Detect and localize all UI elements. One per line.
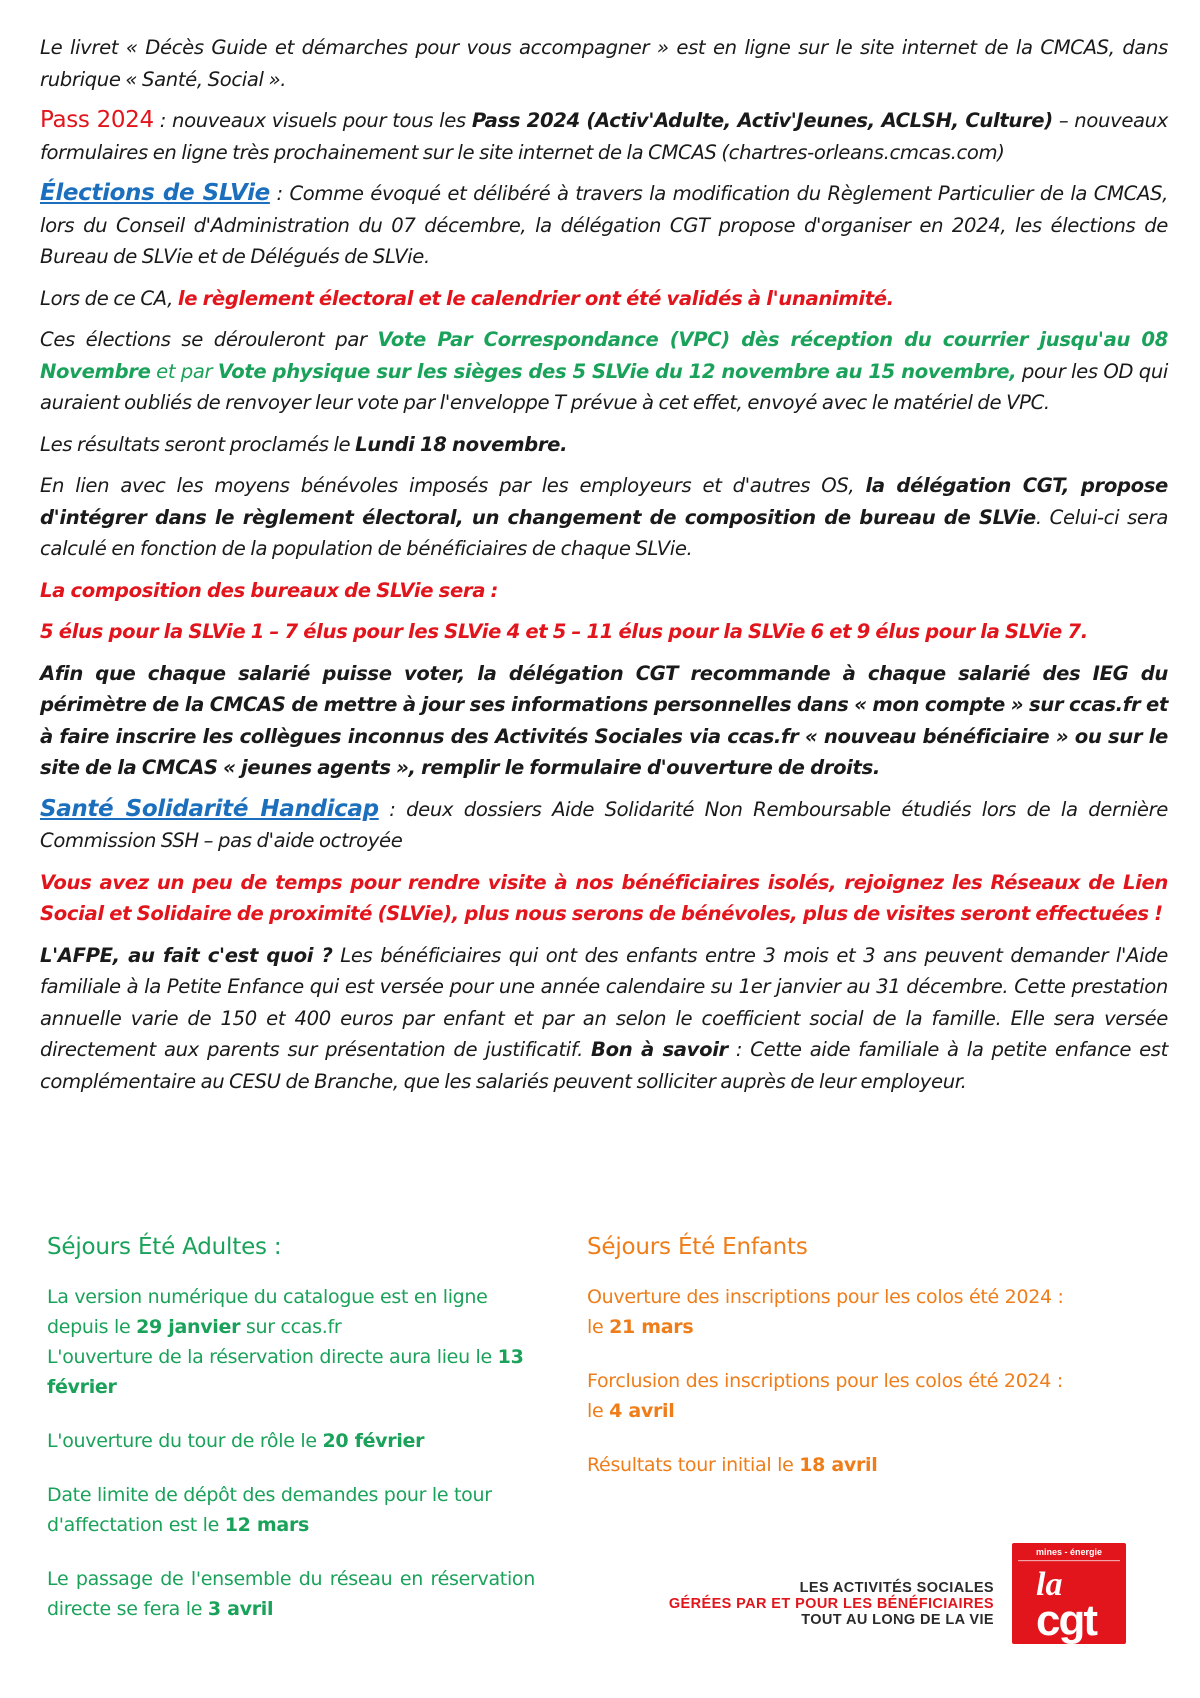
elections-intro: : Comme évoqué et délibéré à travers la modification du Règlement Particulier de la CMCAS, lors du Conseil d'Administration du 07 décembre, la délégation CGT propose d'organiser en 2024, les élections de Bureau de SLVie et de Délégués de SLVie. [40, 182, 1168, 268]
adultes-reservation-date: 13 février [47, 1346, 524, 1398]
lien-paragraph [40, 470, 1168, 565]
footer-slogan [669, 1580, 994, 1628]
adultes-catalogue-text: La version numérique du catalogue est en ligne depuis le [47, 1286, 488, 1338]
enfants-forclusion-le: le [587, 1400, 610, 1422]
adultes-passage-date: 3 avril [207, 1598, 274, 1620]
lien-3: . Celui-ci sera calculé en fonction de la population de bénéficiaires de chaque SLVie. [40, 505, 1169, 560]
main-text [40, 32, 1168, 1107]
adultes-tour-date: 20 février [322, 1430, 425, 1452]
afpe-text: Les bénéficiaires qui ont des enfants entre 3 mois et 3 ans peuvent demander l'Aide familiale à la Petite Enfance qui est versée pour une année calendaire su 1er janvier au 31 décembre. Cette prestation annuelle varie de 150 et 400 euros par enfant et par an selon le coefficient social de la famille. Elle sera versée directement aux parents sur présentation de justificatif. [40, 943, 1168, 1061]
composition-title: La composition des bureaux de SLVie sera : [40, 578, 499, 602]
vote-1: Ces élections se dérouleront par [40, 328, 378, 351]
cgt-logo [1012, 1543, 1126, 1644]
vote-4: Vote physique sur les sièges des 5 SLVie du 12 novembre au 15 novembre, [217, 359, 1017, 383]
results-2: Lundi 18 novembre. [355, 432, 568, 456]
afpe-tail: : Cette aide familiale à la petite enfance est complémentaire au CESU de Branche, que les salariés peuvent solliciter auprès de leur employeur. [40, 1038, 1168, 1093]
footer-line-2: GÉRÉES PAR ET POUR LES BÉNÉFICIAIRES [668, 1596, 994, 1612]
ssh-heading-link[interactable]: Santé Solidarité Handicap [40, 795, 379, 822]
afin-paragraph: Afin que chaque salarié puisse voter, la délégation CGT recommande à chaque salarié des IEG du périmètre de la CMCAS de mettre à jour ses informations personnelles dans « mon compte » sur ccas.fr et à faire inscrire les collègues inconnus des Activités Sociales via ccas.fr « nouveau bénéficiaire » ou sur le site de la CMCAS « jeunes agents », remplir le formulaire d'ouverture de droits. [40, 661, 1168, 779]
footer-line-3: TOUT AU LONG DE LA VIE [801, 1612, 994, 1628]
vote-2: Vote Par Correspondance (VPC) dès réception du courrier jusqu'au 08 Novembre [40, 328, 1168, 383]
ca-red: le règlement électoral et le calendrier ont été validés à l'unanimité. [177, 286, 894, 310]
enfants-ouverture [587, 1282, 1107, 1342]
enfants-title: Séjours Été Enfants [587, 1234, 808, 1260]
adultes-limite [47, 1480, 535, 1540]
enfants-ouverture-le: le [587, 1316, 610, 1338]
enfants-ouverture-text: Ouverture des inscriptions pour les colos été 2024 : [587, 1286, 1064, 1308]
elections-heading-link[interactable]: Élections de SLVie [40, 180, 270, 206]
ca-paragraph [40, 283, 1168, 315]
results-paragraph [40, 429, 1168, 461]
elections-paragraph [40, 178, 1168, 273]
enfants-ouverture-date: 21 mars [609, 1316, 694, 1338]
adultes-passage-text: Le passage de l'ensemble du réseau en réservation directe se fera le [47, 1568, 535, 1620]
afpe-paragraph [40, 940, 1168, 1098]
sejours-adultes-column [47, 1232, 535, 1648]
livret-paragraph [40, 32, 1168, 95]
adultes-tour [47, 1426, 535, 1456]
afpe-question: L'AFPE, au fait c'est quoi ? [40, 943, 333, 967]
adultes-catalogue [47, 1282, 535, 1402]
ssh-text: : deux dossiers Aide Solidarité Non Remboursable étudiés lors de la dernière Commission SSH – pas d'aide octroyée [40, 797, 1168, 852]
adultes-catalogue-date: 29 janvier [136, 1316, 241, 1338]
enfants-resultats-text: Résultats tour initial le [587, 1454, 800, 1476]
vote-5: pour les OD qui auraient oubliés de renvoyer leur vote par l'enveloppe T prévue à cet effet, envoyé avec le matériel de VPC. [40, 359, 1168, 414]
ssh-paragraph [40, 794, 1168, 857]
lien-2: la délégation CGT, propose d'intégrer dans le règlement électoral, un changement de composition de bureau de SLVie [40, 474, 1168, 529]
livret-text: Le livret « Décès Guide et démarches pour vous accompagner » est en ligne sur le site internet de la CMCAS, dans rubrique « Santé, Social ». [40, 36, 1168, 91]
enfants-resultats-date: 18 avril [799, 1454, 878, 1476]
vote-3: et par [150, 359, 218, 383]
adultes-passage [47, 1564, 535, 1624]
enfants-forclusion-text: Forclusion des inscriptions pour les colos été 2024 : [587, 1370, 1063, 1392]
afpe-bon: Bon à savoir [591, 1038, 728, 1061]
ssh-appeal: Vous avez un peu de temps pour rendre visite à nos bénéficiaires isolés, rejoignez les Réseaux de Lien Social et Solidaire de proximité (SLVie), plus nous serons de bénévoles, plus de visites seront effectuées ! [40, 870, 1168, 925]
pass-rest: – nouveaux formulaires en ligne très prochainement sur le site internet de la CMCAS (chartres-orleans.cmcas.com) [40, 109, 1168, 164]
pass-paragraph [40, 105, 1168, 168]
results-1: Les résultats seront proclamés le [40, 432, 356, 456]
adultes-reservation-text: L'ouverture de la réservation directe aura lieu le [47, 1346, 498, 1368]
pass-title: Pass 2024 [40, 107, 154, 133]
cgt-logo-cgt: cgt [1036, 1596, 1096, 1644]
composition-detail: 5 élus pour la SLVie 1 – 7 élus pour les SLVie 4 et 5 – 11 élus pour la SLVie 6 et 9 élus pour la SLVie 7. [40, 620, 1088, 643]
cgt-logo-divider [1018, 1560, 1120, 1561]
adultes-limite-text: Date limite de dépôt des demandes pour le tour d'affectation est le [47, 1484, 492, 1536]
adultes-title: Séjours Été Adultes : [47, 1234, 282, 1260]
vote-paragraph [40, 324, 1168, 419]
lien-1: En lien avec les moyens bénévoles imposés par les employeurs et d'autres OS, [40, 474, 866, 497]
cgt-logo-la: la [1036, 1566, 1063, 1603]
adultes-limite-date: 12 mars [224, 1514, 310, 1536]
enfants-resultats [587, 1450, 1107, 1480]
footer-line-1: LES ACTIVITÉS SOCIALES [799, 1580, 994, 1596]
cgt-logo-top: mines - énergie [1035, 1547, 1103, 1557]
ca-text: Lors de ce CA, [40, 286, 178, 310]
adultes-tour-text: L'ouverture du tour de rôle le [47, 1430, 323, 1452]
enfants-forclusion [587, 1366, 1107, 1426]
sejours-enfants-column [587, 1232, 1107, 1504]
adultes-catalogue-site: sur ccas.fr [240, 1316, 342, 1338]
enfants-forclusion-date: 4 avril [609, 1400, 675, 1422]
pass-sep: : nouveaux visuels pour tous les [153, 109, 472, 132]
pass-bold: Pass 2024 (Activ'Adulte, Activ'Jeunes, ACLSH, Culture) [471, 109, 1053, 132]
